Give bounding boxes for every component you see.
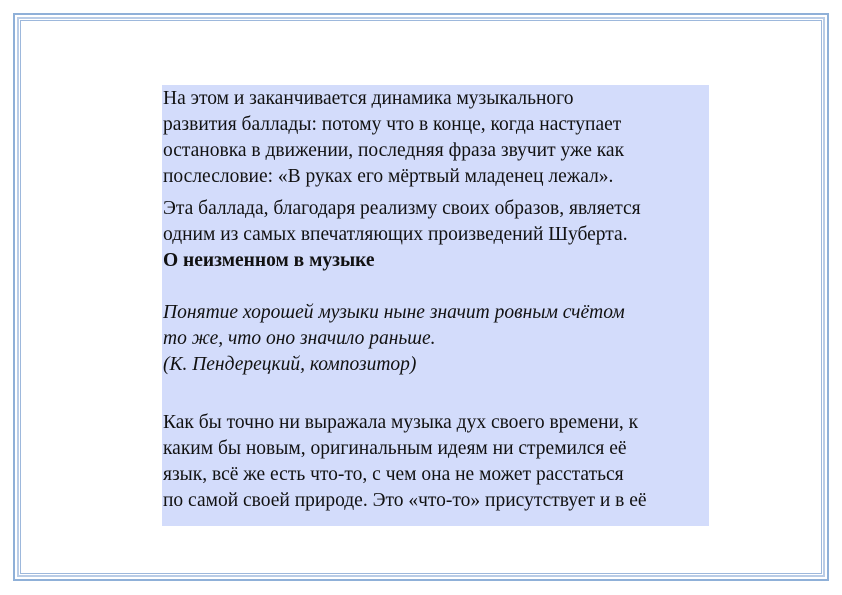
paragraph-ballad-ending xyxy=(163,86,709,190)
text-line: Как бы точно ни выражала музыка дух своего времени, к xyxy=(163,412,639,433)
paragraph-music-spirit xyxy=(163,410,709,514)
epigraph-line: то же, что оно значило раньше. xyxy=(163,328,436,349)
text-line: развития баллады: потому что в конце, когда наступает xyxy=(163,114,622,135)
text-line: Эта баллада, благодаря реализму своих образов, является xyxy=(163,198,641,219)
text-line: одним из самых впечатляющих произведений Шуберта. xyxy=(163,224,628,245)
epigraph-line: Понятие хорошей музыки ныне значит ровным счётом xyxy=(163,302,625,323)
text-line: по самой своей природе. Это «что-то» присутствует и в её xyxy=(163,490,647,511)
section-heading: О неизменном в музыке xyxy=(163,250,375,271)
epigraph xyxy=(163,300,709,378)
text-line: остановка в движении, последняя фраза звучит уже как xyxy=(163,140,625,161)
text-line: послесловие: «В руках его мёртвый младенец лежал». xyxy=(163,166,614,187)
epigraph-attribution: (К. Пендерецкий, композитор) xyxy=(163,354,417,375)
text-block xyxy=(162,85,709,526)
spacer xyxy=(163,378,709,410)
text-line: язык, всё же есть что-то, с чем она не может расстаться xyxy=(163,464,624,485)
text-line: На этом и заканчивается динамика музыкального xyxy=(163,88,574,109)
paragraph-ballad-realism xyxy=(163,196,709,248)
text-line: каким бы новым, оригинальным идеям ни стремился её xyxy=(163,438,627,459)
spacer xyxy=(163,274,709,300)
